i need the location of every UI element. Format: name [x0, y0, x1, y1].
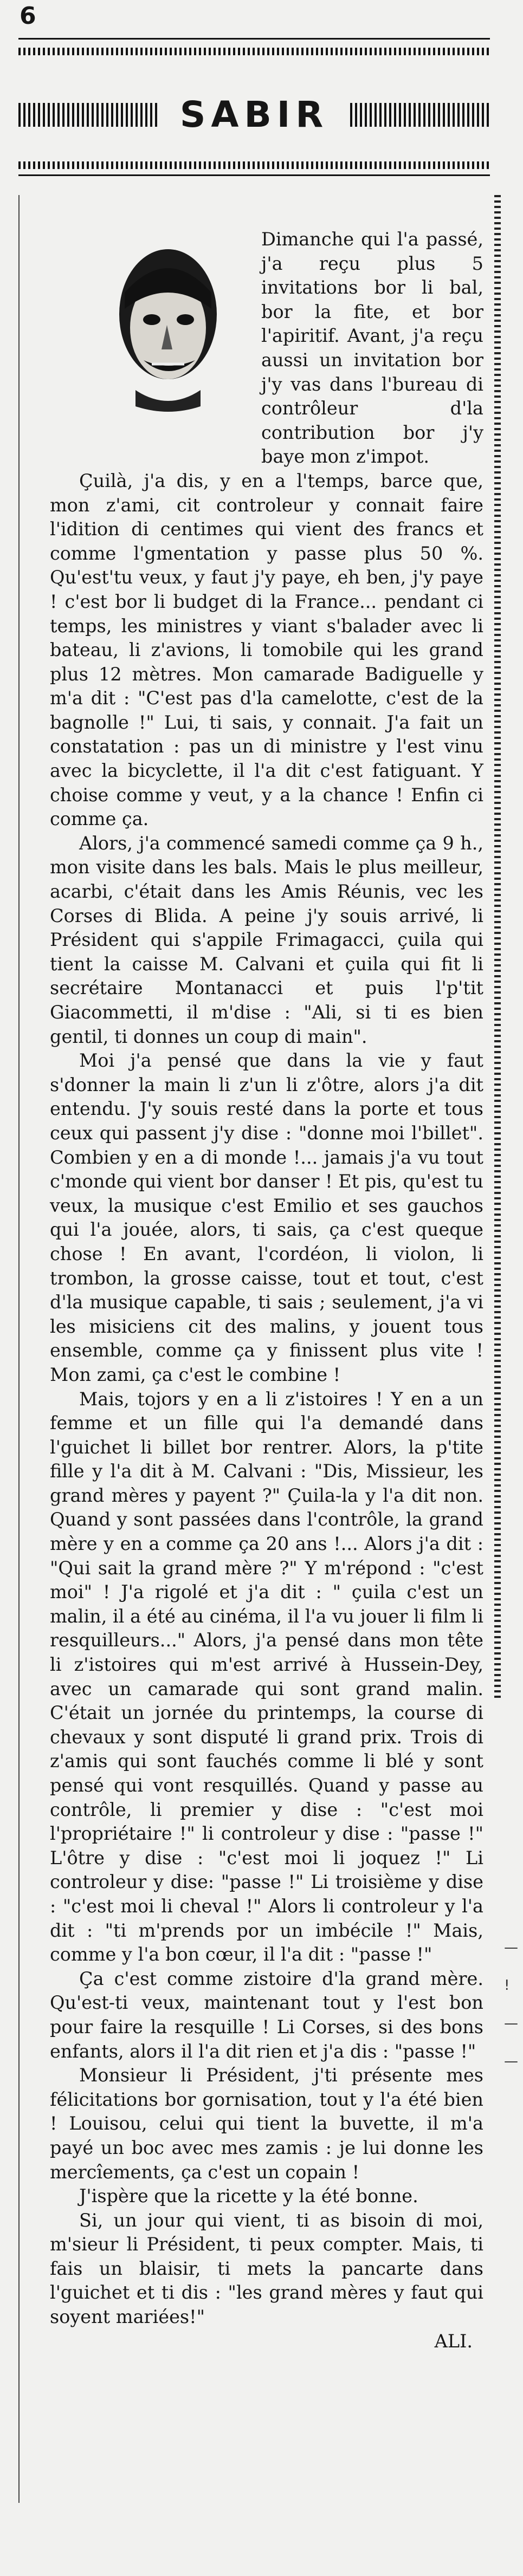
- article-paragraph: Dimanche qui l'a passé, j'a reçu plus 5 invitations bor li bal, bor la fite, et bor l'apiritif. Avant, j'a reçu aussi un invitation bor j'y vas dans l'bureau di contrôleur d'la contribution bor j'y baye mon z'impot.: [261, 229, 483, 468]
- section-header: [18, 79, 490, 151]
- article-paragraph: J'ispère que la ricette y la été bonne.: [79, 2185, 418, 2207]
- article-paragraph: Çuilà, j'a dis, y en a l'temps, barce que, mon z'ami, cit controleur y connait faire l'idition di centimes qui vient des francs et comme l'gmentation y passe plus 50 %. Qu'est'tu veux, y faut j'y paye, eh ben, j'y paye ! c'est bor li budget di la France... pendant ci temps, les ministres y viant s'balader avec li bateau, li z'avions, li tomobile qui les grand plus 12 mètres. Mon camarade Badiguelle y m'a dit : "C'est pas d'la camelotte, c'est de la bagnolle !" Lui, ti sais, y connait. J'a fait un constatation : pas un di ministre y l'est vinu avec la bicyclette, il l'a dit c'est fatiguant. Y choise comme y veut, y a la chance ! Enfin ci comme ça.: [50, 470, 483, 830]
- page-number: 6: [20, 2, 36, 30]
- top-hatch-border: [18, 48, 490, 55]
- margin-mark: !: [504, 1977, 510, 1994]
- article-paragraph: Monsieur li Président, j'ti présente mes félicitations bor gornisation, tout y l'a été bien ! Louisou, celui qui tient la buvette, il m'a payé un boc avec mes zamis : je lui donne les mercîements, ça c'est un copain !: [50, 2065, 483, 2183]
- title-hatch-left: [18, 103, 158, 127]
- article-paragraph: Ça c'est comme zistoire d'la grand mère. Qu'est-ti veux, maintenant tout y l'est bon pour faire la resquille ! Li Corses, si des bons enfants, alors il l'a dit rien et j'a dis : "passe !": [50, 1968, 483, 2062]
- header-rule: [18, 174, 490, 176]
- margin-mark: —: [504, 2015, 518, 2032]
- title-hatch-right: [350, 103, 490, 127]
- article-paragraph: Mais, tojors y en a li z'istoires ! Y en a un femme et un fille qui l'a demandé dans l'guichet li billet bor rentrer. Alors, la p'tite fille y l'a dit à M. Calvani : "Dis, Missieur, les grand mères y payent ?" Çuila-la y l'a dit non. Quand y sont passées dans l'contrôle, la grand mère y en a comme ça 20 ans !... Alors j'a dit : "Qui sait la grand mère ?" Y m'répond : "c'est moi" ! J'a rigolé et j'a dit : " çuila c'est un malin, il a été au cinéma, il l'a vu jouer li film li resquilleurs..." Alors, j'a pensé dans mon tête li z'istoires qui m'est arrivé à Hussein-Dey, avec un camarade qui sont grand malin. C'était un jornée du printemps, la course di chevaux y sont disputé li grand prix. Trois di z'amis qui sont fauchés comme li blé y sont pensé qui vont resquillés. Quand y passe au contrôle, li premier y dise : "c'est moi l'propriétaire !" li controleur y dise : "passe !" L'ôtre y dise : "c'est moi li joquez !" Li controleur y dise: "passe !" Li troisième y dise : "c'est moi li cheval !" Alors li controleur y l'a dit : "ti m'prends por un imbécile !" Mais, comme y l'a bon cœur, il l'a dit : "passe !": [50, 1388, 483, 1965]
- left-column-rule: [18, 195, 20, 2503]
- margin-marks: [504, 1929, 520, 2080]
- bottom-hatch-border: [18, 161, 490, 169]
- article-paragraph: Moi j'a pensé que dans la vie y faut s'donner la main li z'un li z'ôtre, alors j'a dit entendu. J'y souis resté dans la porte et tous ceux qui passent j'y dise : "donne moi l'billet". Combien y en a di monde !... jamais j'a vu tout c'monde qui vient bor danser ! Et pis, qu'est tu veux, la musique c'est Emilio et ses gauchos qui l'a jouée, alors, ti sais, ça c'est queque chose ! En avant, l'cordéon, li violon, li trombon, la grosse caisse, tout et tout, c'est d'la musique capable, ti sais ; seulement, j'a vi les misiciens cit des malins, y jouent tous ensemble, comme ça y finissent plus vite ! Mon zami, ça c'est le combine !: [50, 1050, 483, 1385]
- page-title: SABIR: [179, 94, 329, 135]
- article-paragraph: Si, un jour qui vient, ti as bisoin di moi, m'sieur li Président, ti peux compter. Mais, ti fais un blaisir, ti mets la pancarte dans l'guichet et ti dis : "les grand mères y faut qui soyent mariées!": [50, 2209, 483, 2328]
- margin-mark: —: [504, 2053, 518, 2069]
- margin-mark: —: [504, 1939, 518, 1956]
- article-paragraph: Alors, j'a commencé samedi comme ça 9 h., mon visite dans les bals. Mais le plus meilleur, acarbi, c'était dans les Amis Réunis, vec les Corses di Blida. A peine j'y souis arrivé, li Président qui s'appile Frimagacci, çuila qui tient la caisse M. Calvani et çuila qui fit li secrétaire Montanacci et puis l'p'tit Giacommetti, il m'dise : "Ali, si ti es bien gentil, ti donnes un coup di main".: [50, 832, 483, 1047]
- author-signature: ALI.: [434, 2330, 473, 2352]
- article-body: [50, 228, 483, 2353]
- right-column-rule: [494, 195, 501, 1701]
- top-rule: [18, 38, 490, 40]
